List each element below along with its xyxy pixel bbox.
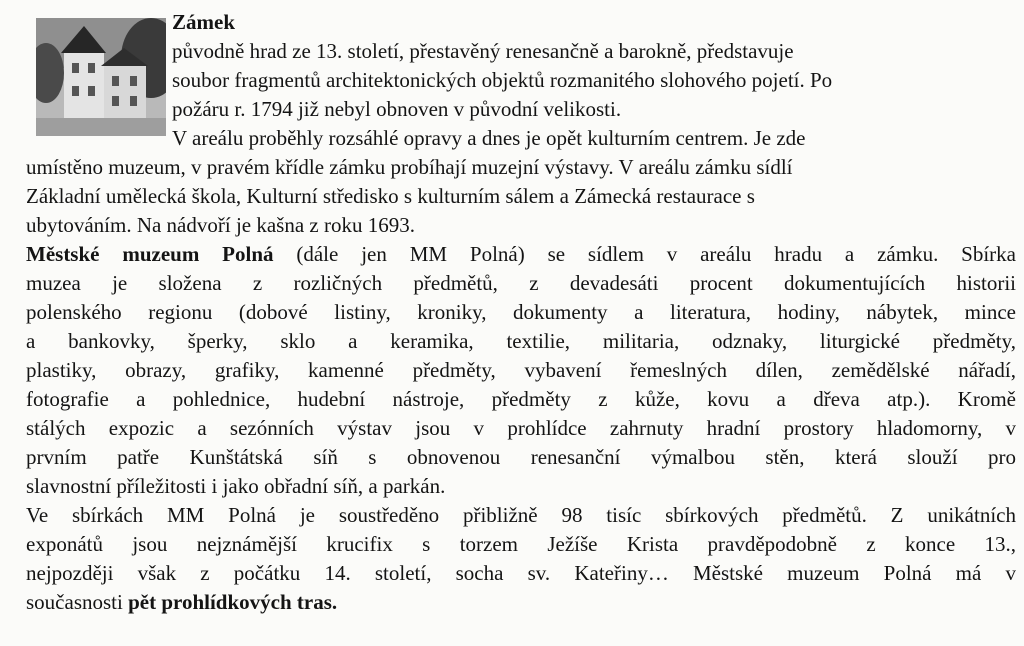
collection-line-2: exponátů jsou nejznámější krucifix s torzem Ježíše Krista pravděpodobně z konce 13.,	[26, 532, 1016, 556]
museum-line-4: a bankovky, šperky, sklo a keramika, textilie, militaria, odznaky, liturgické předměty,	[26, 329, 1016, 353]
museum-line-2: muzea je složena z rozličných předmětů, z devadesáti procent dokumentujících historii	[26, 271, 1016, 295]
museum-line-1	[26, 240, 1016, 269]
museum-line-8: prvním patře Kunštátská síň s obnovenou renesanční výmalbou stěn, která slouží pro	[26, 445, 1016, 469]
collection-line-3: nejpozději však z počátku 14. století, socha sv. Kateřiny… Městské muzeum Polná má v	[26, 561, 1016, 585]
castle-line-2: soubor fragmentů architektonických objektů rozmanitého slohového pojetí. Po	[172, 68, 833, 92]
castle-line-3: požáru r. 1794 již nebyl obnoven v původní velikosti.	[172, 97, 622, 121]
tour-count-bold: pět prohlídkových tras.	[128, 590, 338, 614]
castle-intro	[172, 8, 1016, 153]
museum-line-5: plastiky, obrazy, grafiky, kamenné předměty, vybavení řemeslných dílen, zemědělské nářadí,	[26, 358, 1016, 382]
museum-line-9: slavnostní příležitosti i jako obřadní síň, a parkán.	[26, 474, 446, 498]
castle-line-6: Základní umělecká škola, Kulturní středisko s kulturním sálem a Zámecká restaurace s	[26, 184, 755, 208]
section-title-castle: Zámek	[172, 10, 235, 34]
castle-photo	[36, 18, 166, 136]
castle-line-1: původně hrad ze 13. století, přestavěný renesančně a barokně, představuje	[172, 39, 794, 63]
museum-line-7: stálých expozic a sezónních výstav jsou v prohlídce zahrnuty hradní prostory hladomorny, v	[26, 416, 1016, 440]
museum-line-6: fotografie a pohlednice, hudební nástroje, předměty z kůže, kovu a dřeva atp.). Kromě	[26, 387, 1016, 411]
castle-line-5: umístěno muzeum, v pravém křídle zámku probíhají muzejní výstavy. V areálu zámku sídlí	[26, 155, 793, 179]
document-page	[26, 8, 1016, 617]
collection-line-4	[26, 588, 1016, 617]
museum-line-1-rest: (dále jen MM Polná) se sídlem v areálu hradu a zámku. Sbírka	[273, 242, 1016, 266]
museum-line-3: polenského regionu (dobové listiny, kroniky, dokumenty a literatura, hodiny, nábytek, mince	[26, 300, 1016, 324]
collection-line-1: Ve sbírkách MM Polná je soustředěno přibližně 98 tisíc sbírkových předmětů. Z unikátních	[26, 503, 1016, 527]
castle-photo-image	[36, 18, 166, 136]
castle-line-7: ubytováním. Na nádvoří je kašna z roku 1693.	[26, 213, 415, 237]
collection-last-prefix: současnosti	[26, 590, 129, 614]
castle-line-4: V areálu proběhly rozsáhlé opravy a dnes je opět kulturním centrem. Je zde	[172, 126, 806, 150]
museum-name: Městské muzeum Polná	[26, 242, 274, 266]
